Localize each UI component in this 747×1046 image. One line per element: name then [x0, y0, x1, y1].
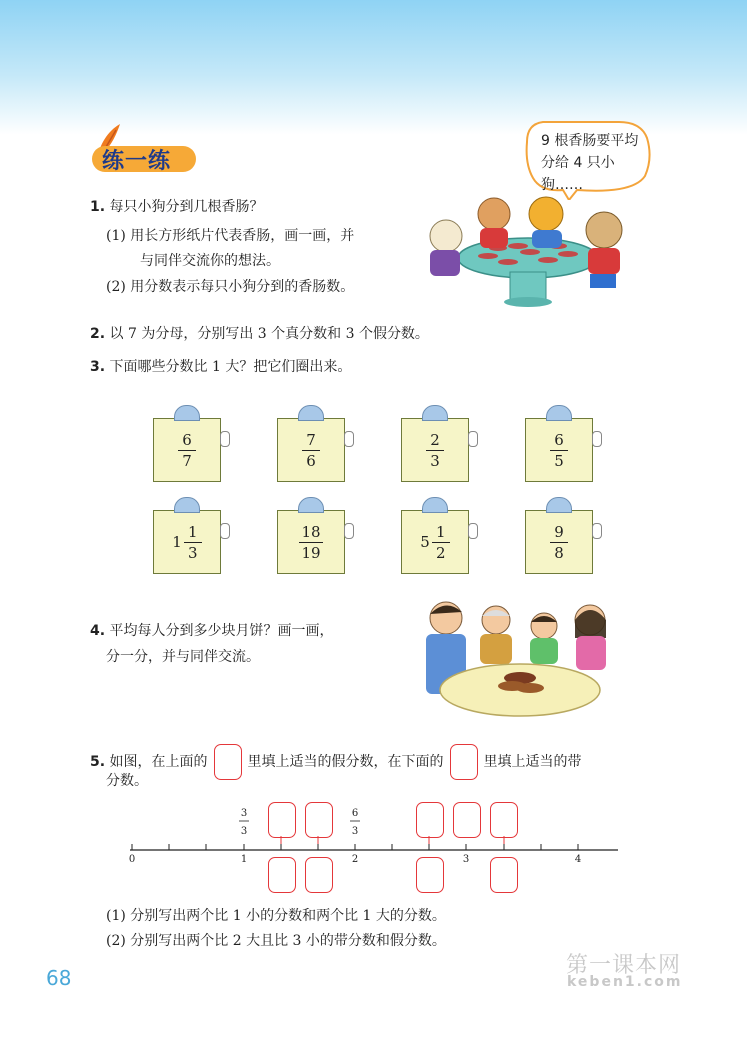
fraction-card[interactable] [525, 510, 593, 574]
top-gradient-band [0, 0, 747, 135]
q5-item-2-text: 分别写出两个比 2 大且比 3 小的带分数和假分数。 [130, 933, 446, 949]
q2-number: 2. [90, 326, 106, 342]
tick-label: 4 [574, 854, 582, 865]
numerator: 7 [306, 430, 316, 449]
section-header [92, 128, 212, 178]
fraction-card[interactable] [277, 418, 345, 482]
numerator: 6 [182, 430, 192, 449]
question-1 [90, 196, 264, 218]
fraction-numerator: 6 [351, 808, 359, 819]
section-title: 练一练 [102, 149, 172, 174]
q5-item-2 [106, 930, 446, 952]
hand-icon [468, 431, 478, 447]
family-table-illustration [420, 598, 620, 722]
hand-icon [220, 523, 230, 539]
question-2 [90, 323, 429, 345]
whole-part: 5 [420, 533, 430, 551]
fraction-card[interactable] [401, 418, 469, 482]
q4-number: 4. [90, 623, 106, 639]
numerator: 1 [187, 522, 198, 541]
q3-text: 下面哪些分数比 1 大？把它们圈出来。 [109, 359, 352, 375]
denominator: 8 [554, 543, 564, 562]
tick-label: 0 [128, 854, 136, 865]
hand-icon [468, 523, 478, 539]
hand-icon [592, 523, 602, 539]
denominator: 5 [554, 451, 564, 470]
tick-label: 1 [240, 854, 248, 865]
q3-number: 3. [90, 359, 106, 375]
fraction-card[interactable] [525, 418, 593, 482]
denominator: 19 [301, 543, 321, 562]
upper-answer-box[interactable] [416, 802, 444, 838]
q1-item-2-label: (2) [106, 279, 126, 295]
speech-bubble [523, 118, 653, 200]
speech-text: 9 根香肠要平均分给 4 只小狗…… [541, 133, 639, 193]
lower-answer-box[interactable] [268, 857, 296, 893]
lower-answer-box[interactable] [416, 857, 444, 893]
hand-icon [220, 431, 230, 447]
numerator: 1 [435, 522, 446, 541]
inline-answer-box-lower [450, 744, 478, 780]
hand-icon [592, 431, 602, 447]
fraction-card[interactable] [401, 510, 469, 574]
denominator: 6 [306, 451, 316, 470]
fraction-card[interactable] [277, 510, 345, 574]
question-5 [90, 744, 582, 780]
q1-item-1-label: (1) [106, 228, 126, 244]
q1-text: 每只小狗分到几根香肠？ [109, 199, 264, 215]
hand-icon [344, 523, 354, 539]
upper-answer-box[interactable] [453, 802, 481, 838]
denominator: 3 [187, 543, 198, 562]
q1-item-1 [106, 225, 354, 247]
watermark-url: keben1.com [567, 974, 683, 990]
upper-answer-box[interactable] [268, 802, 296, 838]
dogs-illustration [418, 190, 638, 308]
fraction-denominator: 3 [240, 826, 248, 837]
fraction-denominator: 3 [351, 826, 359, 837]
q5-text-a: 如图，在上面的 [109, 754, 208, 770]
numerator: 18 [301, 522, 321, 541]
q4-text-cont: 分一分，并与同伴交流。 [106, 649, 260, 665]
lower-answer-box[interactable] [305, 857, 333, 893]
q2-text: 以 7 为分母，分别写出 3 个真分数和 3 个假分数。 [109, 326, 429, 342]
q1-item-2-text: 用分数表示每只小狗分到的香肠数。 [130, 279, 355, 295]
q5-item-1-text: 分别写出两个比 1 小的分数和两个比 1 大的分数。 [130, 908, 446, 924]
page-number: 68 [46, 966, 72, 990]
q1-item-1-text: 用长方形纸片代表香肠，画一画，并 [130, 228, 355, 244]
q5-text-cont: 分数。 [106, 773, 148, 789]
fraction-card[interactable] [153, 418, 221, 482]
q1-number: 1. [90, 199, 106, 215]
denominator: 7 [182, 451, 192, 470]
whole-part: 1 [172, 533, 182, 551]
q5-number: 5. [90, 754, 106, 770]
upper-answer-box[interactable] [305, 802, 333, 838]
q5-item-2-label: (2) [106, 933, 126, 949]
q5-item-1-label: (1) [106, 908, 126, 924]
q1-item-1-cont: 与同伴交流你的想法。 [140, 253, 280, 269]
fraction-numerator: 3 [240, 808, 248, 819]
numerator: 2 [430, 430, 440, 449]
inline-answer-box-upper [214, 744, 242, 780]
number-line-ticks [132, 844, 578, 850]
numerator: 6 [554, 430, 564, 449]
q5-text-c: 里填上适当的带 [483, 754, 582, 770]
q4-text: 平均每人分到多少块月饼？画一画， [109, 623, 334, 639]
watermark-title: 第一课本网 [566, 953, 682, 978]
number-line [126, 796, 626, 900]
fraction-card[interactable] [153, 510, 221, 574]
q5-text-b: 里填上适当的假分数，在下面的 [247, 754, 444, 770]
tick-label: 2 [351, 854, 359, 865]
question-3 [90, 356, 351, 378]
upper-answer-box[interactable] [490, 802, 518, 838]
hand-icon [344, 431, 354, 447]
lower-answer-box[interactable] [490, 857, 518, 893]
denominator: 3 [430, 451, 440, 470]
q1-item-2 [106, 276, 354, 298]
question-4 [90, 620, 334, 642]
q5-item-1 [106, 905, 446, 927]
numerator: 9 [554, 522, 564, 541]
tick-label: 3 [462, 854, 470, 865]
denominator: 2 [435, 543, 446, 562]
